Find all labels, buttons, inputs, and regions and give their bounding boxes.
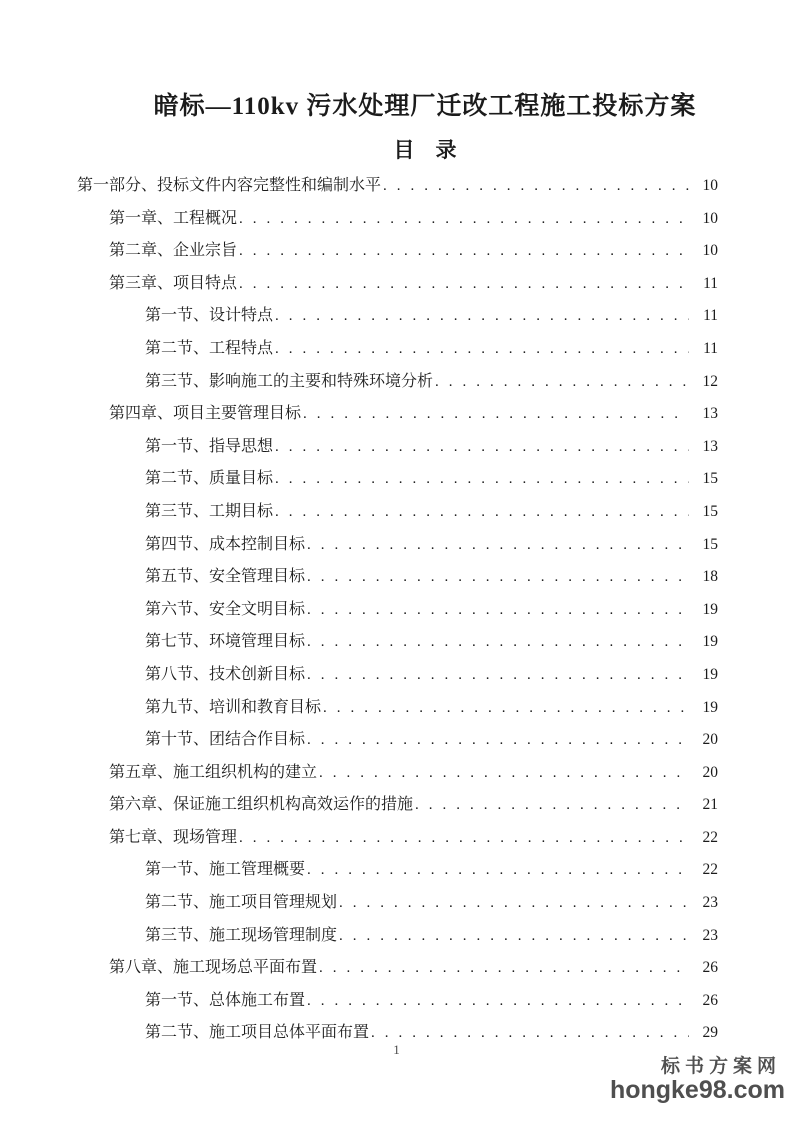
toc-entry-label: 第一节、设计特点 — [145, 307, 274, 325]
toc-page-number: 22 — [702, 828, 718, 846]
toc-entry[interactable] — [77, 920, 718, 953]
toc-entry[interactable] — [77, 235, 718, 268]
toc-entry[interactable] — [77, 463, 718, 496]
toc-entry-label: 第二节、工程特点 — [145, 339, 274, 357]
toc-entry-label: 第五章、施工组织机构的建立 — [109, 763, 318, 781]
toc-dot-leader — [383, 170, 689, 203]
toc-page-number: 15 — [702, 502, 718, 520]
toc-page-number: 22 — [702, 861, 718, 879]
toc-entry[interactable] — [77, 594, 718, 627]
watermark-site-name: 标书方案网 — [660, 1056, 781, 1077]
toc-entry-label: 第二章、企业宗旨 — [109, 242, 238, 260]
toc-entry[interactable] — [77, 659, 718, 692]
toc-entry[interactable] — [77, 822, 718, 855]
toc-entry-label: 第一节、总体施工布置 — [145, 991, 306, 1009]
toc-entry-label: 第二节、施工项目总体平面布置 — [145, 1024, 370, 1042]
toc-page-number: 12 — [702, 372, 718, 390]
toc-page-number: 11 — [703, 307, 718, 325]
toc-dot-leader — [275, 496, 689, 529]
toc-entry-label: 第八章、施工现场总平面布置 — [109, 959, 318, 977]
toc-dot-leader — [239, 235, 689, 268]
toc-page-number: 10 — [702, 242, 718, 260]
toc-page-number: 23 — [702, 894, 718, 912]
watermark-site-url: hongke98.com — [609, 1076, 785, 1104]
toc-page-number: 20 — [702, 763, 718, 781]
toc-dot-leader — [307, 985, 689, 1018]
toc-entry-label: 第三节、影响施工的主要和特殊环境分析 — [145, 372, 434, 390]
toc-entry[interactable] — [77, 300, 718, 333]
toc-dot-leader — [239, 822, 689, 855]
toc-entry-label: 第八节、技术创新目标 — [145, 665, 306, 683]
toc-entry-label: 第四节、成本控制目标 — [145, 535, 306, 553]
toc-entry-label: 第三节、工期目标 — [145, 502, 274, 520]
toc-entry[interactable] — [77, 757, 718, 790]
toc-dot-leader — [319, 952, 689, 985]
toc-page-number: 19 — [702, 600, 718, 618]
toc-entry[interactable] — [77, 985, 718, 1018]
toc-entry-label: 第一节、指导思想 — [145, 437, 274, 455]
toc-dot-leader — [275, 463, 689, 496]
toc-entry[interactable] — [77, 854, 718, 887]
toc-entry[interactable] — [77, 203, 718, 236]
toc-page-number: 20 — [702, 731, 718, 749]
toc-dot-leader — [323, 692, 689, 725]
footer-page-number: 1 — [393, 1042, 400, 1057]
toc-page-number: 15 — [702, 470, 718, 488]
toc-entry[interactable] — [77, 268, 718, 301]
toc-entry-label: 第七节、环境管理目标 — [145, 633, 306, 651]
toc-dot-leader — [307, 594, 689, 627]
toc-page-number: 15 — [702, 535, 718, 553]
toc-list — [77, 170, 773, 1050]
toc-dot-leader — [307, 854, 689, 887]
toc-page-number: 10 — [702, 177, 718, 194]
toc-entry[interactable] — [77, 398, 718, 431]
toc-entry-label: 第三章、项目特点 — [109, 274, 238, 292]
toc-entry[interactable] — [77, 366, 718, 399]
toc-entry[interactable] — [77, 333, 718, 366]
toc-page-number: 29 — [702, 1024, 718, 1042]
toc-entry-label: 第一节、施工管理概要 — [145, 861, 306, 879]
toc-page-number: 26 — [702, 991, 718, 1009]
toc-entry-label: 第十节、团结合作目标 — [145, 731, 306, 749]
toc-entry[interactable] — [77, 626, 718, 659]
toc-entry[interactable] — [77, 887, 718, 920]
toc-page-number: 18 — [702, 568, 718, 586]
toc-dot-leader — [339, 887, 689, 920]
toc-entry[interactable] — [77, 561, 718, 594]
toc-dot-leader — [303, 398, 689, 431]
toc-dot-leader — [415, 789, 689, 822]
toc-entry-label: 第六章、保证施工组织机构高效运作的措施 — [109, 796, 414, 814]
toc-page-number: 19 — [702, 633, 718, 651]
toc-entry[interactable] — [77, 496, 718, 529]
toc-dot-leader — [435, 366, 689, 399]
toc-entry-label: 第一部分、投标文件内容完整性和编制水平 — [77, 177, 382, 194]
toc-entry-label: 第九节、培训和教育目标 — [145, 698, 322, 716]
toc-page-number: 19 — [702, 665, 718, 683]
toc-heading: 目 录 — [393, 138, 457, 162]
toc-page-number: 11 — [703, 274, 718, 292]
toc-dot-leader — [239, 203, 689, 236]
toc-page-number: 19 — [702, 698, 718, 716]
toc-entry[interactable] — [77, 170, 718, 203]
toc-entry-label: 第一章、工程概况 — [109, 209, 238, 227]
toc-dot-leader — [307, 724, 689, 757]
toc-page-number: 10 — [702, 209, 718, 227]
watermark — [610, 1056, 785, 1103]
toc-dot-leader — [239, 268, 689, 301]
toc-page-number: 13 — [702, 437, 718, 455]
toc-page-number: 23 — [702, 926, 718, 944]
toc-entry-label: 第二节、质量目标 — [145, 470, 274, 488]
toc-entry-label: 第六节、安全文明目标 — [145, 600, 306, 618]
toc-entry[interactable] — [77, 692, 718, 725]
toc-entry-label: 第三节、施工现场管理制度 — [145, 926, 338, 944]
toc-dot-leader — [319, 757, 689, 790]
toc-dot-leader — [307, 561, 689, 594]
toc-entry[interactable] — [77, 724, 718, 757]
toc-dot-leader — [307, 529, 689, 562]
toc-page-number: 11 — [703, 339, 718, 357]
toc-entry-label: 第四章、项目主要管理目标 — [109, 405, 302, 423]
toc-dot-leader — [307, 659, 689, 692]
toc-dot-leader — [275, 333, 689, 366]
toc-entry-label: 第五节、安全管理目标 — [145, 568, 306, 586]
toc-entry[interactable] — [77, 431, 718, 464]
toc-dot-leader — [307, 626, 689, 659]
document-title: 暗标—110kv 污水处理厂迁改工程施工投标方案 — [153, 93, 697, 120]
toc-page-number: 26 — [702, 959, 718, 977]
toc-entry[interactable] — [77, 789, 718, 822]
toc-page-number: 21 — [702, 796, 718, 814]
toc-entry[interactable] — [77, 952, 718, 985]
toc-entry[interactable] — [77, 529, 718, 562]
toc-dot-leader — [275, 300, 689, 333]
toc-entry-label: 第七章、现场管理 — [109, 828, 238, 846]
toc-dot-leader — [275, 431, 689, 464]
toc-dot-leader — [339, 920, 689, 953]
toc-page-number: 13 — [702, 405, 718, 423]
toc-entry-label: 第二节、施工项目管理规划 — [145, 894, 338, 912]
